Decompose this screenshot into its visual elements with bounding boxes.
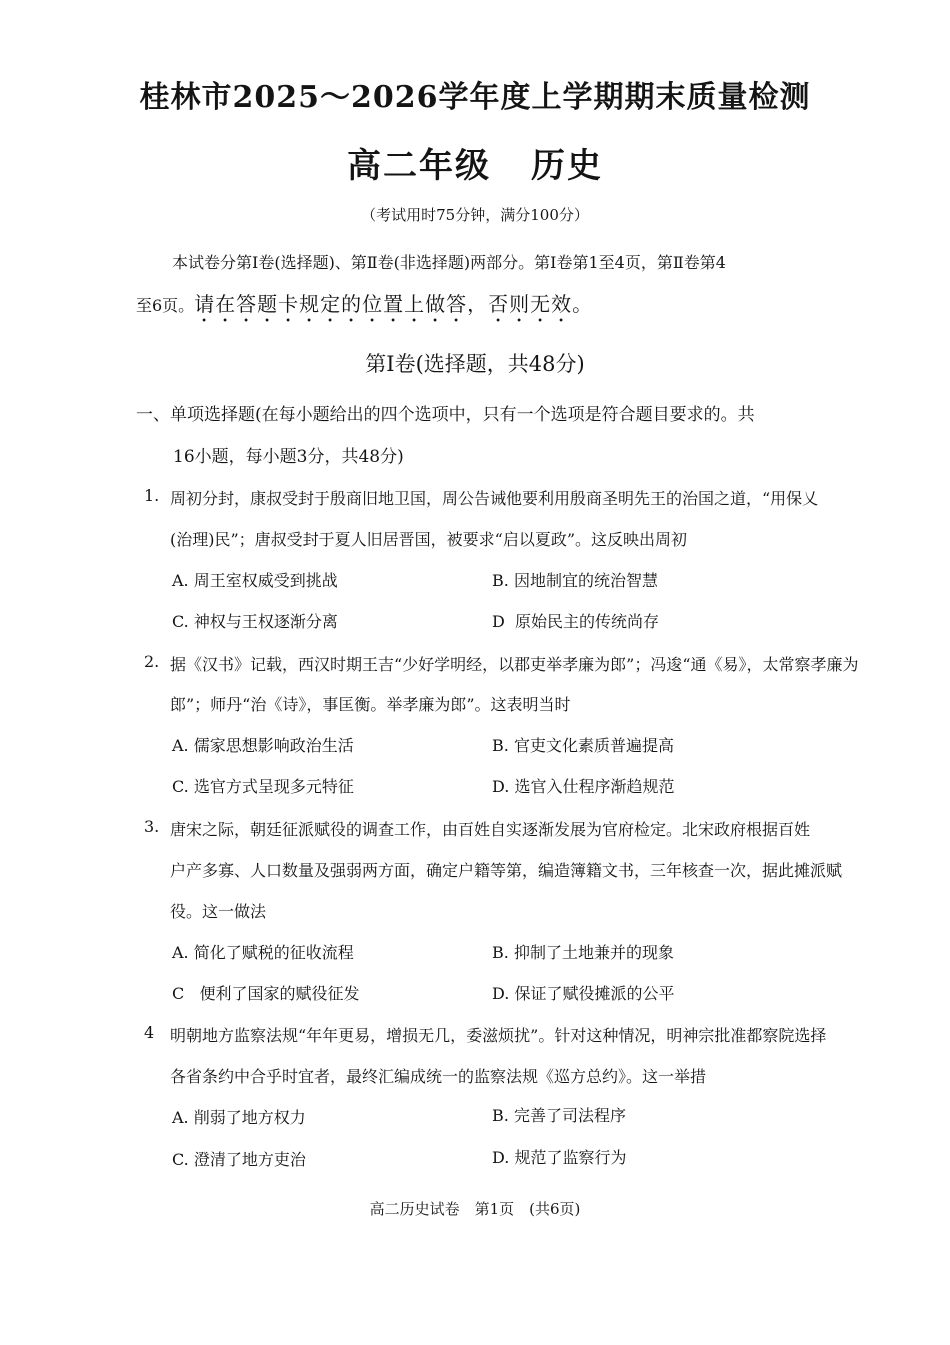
option-text: 抑制了土地兼并的现象	[513, 943, 674, 962]
option-d	[492, 774, 674, 797]
option-letter: A.	[172, 943, 189, 962]
option-c	[172, 981, 360, 1004]
option-c	[172, 1147, 306, 1170]
option-d	[492, 981, 674, 1004]
question-text-line: 郎”；师丹“治《诗》，事匡衡。举孝廉为郎”。这表明当时	[170, 695, 571, 714]
option-letter: D.	[492, 1148, 510, 1167]
exam-info: （考试用时75分钟，满分100分）	[361, 206, 589, 224]
question-text-line: 周初分封，康叔受封于殷商旧地卫国，周公告诫他要利用殷商圣明先王的治国之道，“用保乂	[170, 489, 819, 508]
question-number: 3.	[144, 817, 160, 836]
option-text: 保证了赋役摊派的公平	[514, 984, 675, 1003]
option-a	[172, 568, 338, 591]
option-a	[172, 733, 354, 756]
option-text: 便利了国家的赋役征发	[199, 984, 360, 1003]
option-letter: C.	[172, 612, 189, 631]
question-text-line: 明朝地方监察法规“年年更易，增损无几，委滋烦扰”。针对这种情况，明神宗批准都察院选择	[170, 1026, 827, 1045]
intro-emphasis: 请在答题卡规定的位置上做答，否则无效。	[194, 292, 594, 316]
part-heading-line-2: 16小题，每小题3分，共48分)	[173, 447, 404, 467]
option-text: 澄清了地方吏治	[193, 1150, 306, 1169]
option-b	[492, 733, 674, 756]
option-letter: D.	[492, 984, 510, 1003]
option-text: 神权与王权逐渐分离	[193, 612, 338, 631]
exam-title: 桂林市2025～2026学年度上学期期末质量检测	[139, 80, 811, 115]
question-text-line: 唐宋之际，朝廷征派赋役的调查工作，由百姓自实逐渐发展为官府检定。北宋政府根据百姓	[170, 820, 811, 839]
question-text-line: 役。这一做法	[170, 902, 267, 921]
option-a	[172, 1105, 306, 1128]
option-a	[172, 940, 354, 963]
intro-line-2-prefix: 至6页。	[136, 296, 195, 315]
option-text: 周王室权威受到挑战	[193, 571, 338, 590]
option-letter: C.	[172, 777, 189, 796]
question-number: 4	[144, 1023, 155, 1042]
option-b	[492, 568, 658, 591]
option-letter: D	[492, 612, 505, 631]
option-c	[172, 774, 354, 797]
option-letter: B.	[492, 1106, 509, 1125]
option-letter: D.	[492, 777, 510, 796]
option-b	[492, 1103, 626, 1126]
option-text: 儒家思想影响政治生活	[193, 736, 354, 755]
option-text: 原始民主的传统尚存	[515, 612, 660, 631]
option-d	[492, 609, 659, 632]
option-text: 削弱了地方权力	[193, 1108, 306, 1127]
question-number: 1.	[144, 486, 160, 505]
option-text: 完善了司法程序	[513, 1106, 626, 1125]
option-d	[492, 1145, 626, 1168]
option-text: 规范了监察行为	[514, 1148, 627, 1167]
option-text: 官吏文化素质普遍提高	[513, 736, 674, 755]
intro-line-2	[136, 288, 593, 327]
page-footer: 高二历史试卷 第1页 (共6页)	[369, 1200, 581, 1218]
option-letter: B.	[492, 736, 509, 755]
option-text: 选官入仕程序渐趋规范	[514, 777, 675, 796]
option-letter: B.	[492, 571, 509, 590]
option-text: 因地制宜的统治智慧	[513, 571, 658, 590]
question-text-line: 户产多寡、人口数量及强弱两方面，确定户籍等第，编造簿籍文书，三年核查一次，据此摊派赋	[170, 861, 843, 880]
grade-label: 高二年级	[347, 146, 491, 186]
option-letter: C	[172, 984, 185, 1003]
option-letter: A.	[172, 571, 189, 590]
section-title: 第Ⅰ卷(选择题，共48分)	[365, 352, 585, 376]
exam-subtitle	[0, 138, 950, 187]
option-c	[172, 609, 338, 632]
option-letter: C.	[172, 1150, 189, 1169]
option-text: 简化了赋税的征收流程	[193, 943, 354, 962]
option-b	[492, 940, 674, 963]
question-text-line: 据《汉书》记载，西汉时期王吉“少好学明经，以郡吏举孝廉为郎”；冯逡“通《易》，太常察孝廉为	[170, 655, 859, 674]
part-heading-line-1: 一、单项选择题(在每小题给出的四个选项中，只有一个选项是符合题目要求的。共	[136, 405, 755, 425]
intro-line-1: 本试卷分第Ⅰ卷(选择题)、第Ⅱ卷(非选择题)两部分。第Ⅰ卷第1至4页，第Ⅱ卷第4	[172, 253, 726, 272]
option-letter: A.	[172, 736, 189, 755]
subject-label: 历史	[531, 146, 603, 186]
option-letter: B.	[492, 943, 509, 962]
question-number: 2.	[144, 652, 160, 671]
question-text-line: 各省条约中合乎时宜者，最终汇编成统一的监察法规《巡方总约》。这一举措	[170, 1067, 707, 1086]
option-letter: A.	[172, 1108, 189, 1127]
option-text: 选官方式呈现多元特征	[193, 777, 354, 796]
question-text-line: (治理)民”；唐叔受封于夏人旧居晋国，被要求“启以夏政”。这反映出周初	[170, 530, 688, 549]
